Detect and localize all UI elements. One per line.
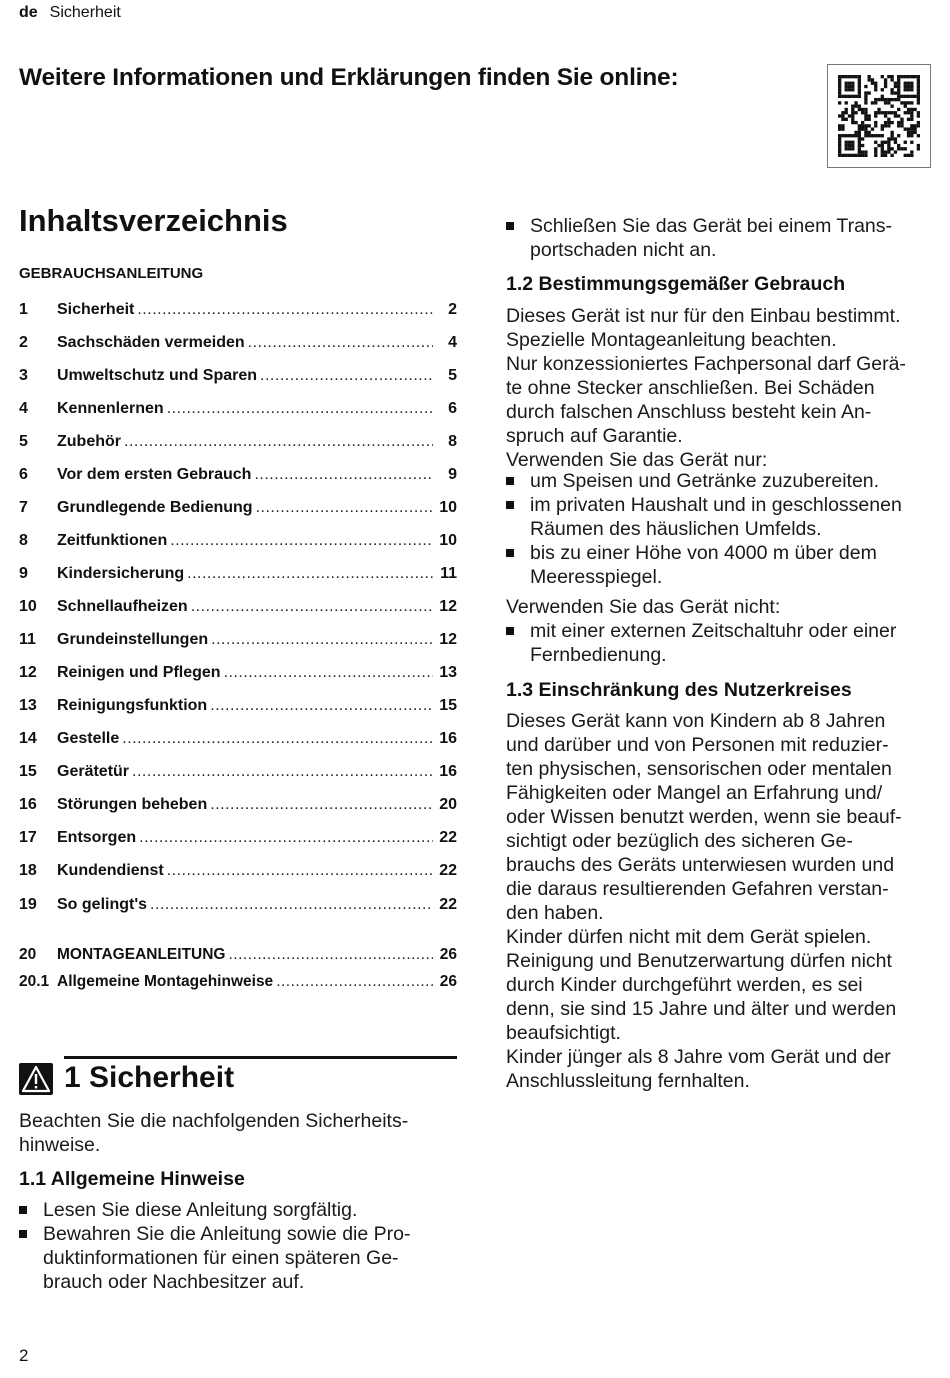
toc-entry[interactable] [19, 829, 457, 851]
toc-entry-label: Zeitfunktionen [57, 532, 168, 549]
bullet-text: Lesen Sie diese Anleitung sorgfältig. [43, 1199, 358, 1221]
toc-entry[interactable] [19, 433, 457, 455]
toc-entry-number: 12 [19, 664, 37, 681]
toc-entry[interactable] [19, 697, 457, 719]
toc-leader-dots [150, 896, 433, 914]
bullet-square-icon [19, 1230, 27, 1238]
toc-entry-page: 22 [439, 862, 457, 879]
qr-code[interactable] [827, 64, 931, 168]
qr-code-icon [838, 75, 920, 157]
toc-entry[interactable] [19, 367, 457, 389]
toc-leader-dots [167, 862, 433, 880]
toc-leader-dots [276, 973, 433, 991]
toc-leader-dots [137, 301, 433, 319]
toc-entry-page: 15 [439, 697, 457, 714]
bullet-text: bis zu einer Höhe von 4000 m über dem Meeresspiegel. [530, 542, 877, 588]
toc-leader-dots [228, 946, 433, 964]
toc-entry-label: Reinigungsfunktion [57, 697, 208, 714]
toc-entry-page: 16 [439, 730, 457, 747]
bullet-square-icon [506, 222, 514, 230]
toc-entry-page: 10 [439, 499, 457, 516]
bullet-item [506, 541, 946, 589]
toc-entry-page: 26 [439, 973, 457, 990]
toc-entry[interactable] [19, 301, 457, 323]
bullet-square-icon [506, 501, 514, 509]
toc-entry[interactable] [19, 400, 457, 422]
toc-entry-label: Schnellaufheizen [57, 598, 188, 615]
toc-entry-label: Gestelle [57, 730, 120, 747]
bullet-item [506, 214, 946, 262]
toc-entry[interactable] [19, 532, 457, 554]
online-info-title: Weitere Informationen und Erklärungen finden Sie online: [19, 64, 679, 91]
toc-entry-page: 6 [448, 400, 457, 417]
toc-entry-number: 20.1 [19, 973, 50, 990]
toc-entry-page: 2 [448, 301, 457, 318]
toc-entry[interactable] [19, 499, 457, 521]
bullet-text: Schließen Sie das Gerät bei einem Trans- portschaden nicht an. [530, 215, 893, 261]
toc-leader-dots [260, 367, 433, 385]
bullet-text: mit einer externen Zeitschaltuhr oder einer Fernbedienung. [530, 620, 897, 666]
header-section: Sicherheit [49, 4, 121, 21]
bullet-item [506, 493, 946, 541]
not-use-intro: Verwenden Sie das Gerät nicht: [506, 596, 781, 618]
toc-leader-dots [224, 664, 433, 682]
bullet-text: im privaten Haushalt und in geschlossenen Räumen des häuslichen Umfelds. [530, 494, 902, 540]
bullet-item [19, 1222, 459, 1294]
toc-entry[interactable] [19, 763, 457, 785]
toc-entry-label: Vor dem ersten Gebrauch [57, 466, 252, 483]
toc-entry-number: 4 [19, 400, 28, 417]
toc-entry-label: MONTAGEANLEITUNG [57, 946, 226, 963]
bullet-square-icon [506, 477, 514, 485]
user-restriction-text: Dieses Gerät kann von Kindern ab 8 Jahren und darüber und von Personen mit reduzier- ten physischen, sensorischen oder mentalen Fähigkeiten oder Mangel an Erfahrung und/ oder Wissen benutzt werden, wenn sie beauf- sichtigt oder bezüglich des sicheren Ge- brauchs des Geräts unterwiesen wurden und die daraus resultierenden Gefahren verstan- den haben. Kinder dürfen nicht mit dem Gerät spielen. Reinigung und Benutzerwartung dürfen nicht durch Kinder durchgeführt werden, es sei denn, sie sind 15 Jahre und älter und werden beaufsichtigt. Kinder jünger als 8 Jahre vom Gerät und der Anschlussleitung fernhalten. [506, 710, 902, 1092]
page-number: 2 [19, 1346, 29, 1365]
toc-entry[interactable] [19, 598, 457, 620]
intended-use-text: Dieses Gerät ist nur für den Einbau bestimmt. Spezielle Montageanleitung beachten. Nur konzessioniertes Fachpersonal darf Gerä- te ohne Stecker anschließen. Bei Schäden durch falschen Anschluss besteht kein An- spruch auf Garantie. Verwenden Sie das Gerät nur: [506, 305, 906, 471]
toc-entry-number: 17 [19, 829, 37, 846]
bullet-square-icon [506, 549, 514, 557]
toc-entry[interactable] [19, 334, 457, 356]
toc-entry-label: Zubehör [57, 433, 121, 450]
toc-entry-number: 14 [19, 730, 37, 747]
heading-bestimmungsgemaesser-gebrauch: 1.2 Bestimmungsgemäßer Gebrauch [506, 273, 846, 295]
toc-entry[interactable] [19, 565, 457, 587]
toc-entry-number: 6 [19, 466, 28, 483]
toc-entry-page: 10 [439, 532, 457, 549]
toc-entry-page: 13 [439, 664, 457, 681]
section-title: 1 Sicherheit [64, 1061, 235, 1094]
toc-entry-page: 26 [439, 946, 457, 963]
bullet-item [19, 1198, 459, 1222]
toc-entry-label: Allgemeine Montagehinweise [57, 973, 274, 990]
toc-entry-number: 7 [19, 499, 28, 516]
toc-entry[interactable] [19, 466, 457, 488]
toc-leader-dots [132, 763, 433, 781]
toc-entry[interactable] [19, 973, 457, 995]
bullet-item [506, 469, 946, 493]
toc-entry-number: 3 [19, 367, 28, 384]
toc-entry-page: 12 [439, 631, 457, 648]
toc-section-label: GEBRAUCHSANLEITUNG [19, 265, 204, 282]
toc-entry-number: 15 [19, 763, 37, 780]
bullet-square-icon [19, 1206, 27, 1214]
toc-entry-number: 10 [19, 598, 37, 615]
toc-title: Inhaltsverzeichnis [19, 203, 288, 238]
toc-entry-number: 19 [19, 896, 37, 913]
toc-entry[interactable] [19, 946, 457, 968]
warning-triangle-icon [19, 1063, 53, 1095]
toc-entry-page: 22 [439, 829, 457, 846]
toc-entry[interactable] [19, 730, 457, 752]
toc-leader-dots [122, 730, 433, 748]
toc-entry-label: Grundlegende Bedienung [57, 499, 253, 516]
heading-einschraenkung-nutzerkreis: 1.3 Einschränkung des Nutzerkreises [506, 679, 852, 701]
toc-leader-dots [256, 499, 433, 517]
toc-entry-number: 13 [19, 697, 37, 714]
toc-entry-page: 9 [448, 466, 457, 483]
toc-entry-label: Kindersicherung [57, 565, 185, 582]
toc-leader-dots [210, 796, 433, 814]
toc-leader-dots [170, 532, 433, 550]
toc-entry-page: 22 [439, 896, 457, 913]
toc-entry-label: So gelingt's [57, 896, 148, 913]
toc-entry-label: Gerätetür [57, 763, 130, 780]
toc-leader-dots [254, 466, 433, 484]
heading-allgemeine-hinweise: 1.1 Allgemeine Hinweise [19, 1168, 245, 1190]
toc-entry-label: Grundeinstellungen [57, 631, 209, 648]
toc-entry-label: Sicherheit [57, 301, 135, 318]
toc-entry-page: 5 [448, 367, 457, 384]
toc-entry-number: 9 [19, 565, 28, 582]
toc-entry-page: 12 [439, 598, 457, 615]
toc-entry-page: 4 [448, 334, 457, 351]
bullet-text: um Speisen und Getränke zuzubereiten. [530, 470, 880, 492]
toc-leader-dots [248, 334, 433, 352]
bullet-text: Bewahren Sie die Anleitung sowie die Pro- duktinformationen für einen späteren Ge- brauch oder Nachbesitzer auf. [43, 1223, 411, 1293]
toc-leader-dots [191, 598, 433, 616]
toc-entry-number: 16 [19, 796, 37, 813]
section-rule [64, 1056, 457, 1059]
page-header [19, 4, 121, 22]
toc-entry-page: 20 [439, 796, 457, 813]
toc-entry-page: 8 [448, 433, 457, 450]
toc-entry-label: Entsorgen [57, 829, 137, 846]
toc-entry-label: Reinigen und Pflegen [57, 664, 221, 681]
toc-entry[interactable] [19, 896, 457, 918]
toc-entry-page: 16 [439, 763, 457, 780]
toc-entry-number: 8 [19, 532, 28, 549]
toc-entry-number: 18 [19, 862, 37, 879]
toc-leader-dots [167, 400, 433, 418]
toc-leader-dots [139, 829, 433, 847]
toc-entry[interactable] [19, 796, 457, 818]
toc-entry-number: 5 [19, 433, 28, 450]
toc-entry[interactable] [19, 862, 457, 884]
toc-entry[interactable] [19, 631, 457, 653]
toc-entry-label: Störungen beheben [57, 796, 208, 813]
language-code: de [19, 4, 38, 21]
toc-entry-number: 20 [19, 946, 37, 963]
toc-leader-dots [187, 565, 433, 583]
toc-entry-label: Sachschäden vermeiden [57, 334, 245, 351]
toc-entry-label: Kundendienst [57, 862, 164, 879]
toc-entry-page: 11 [440, 565, 457, 582]
toc-entry-number: 1 [19, 301, 28, 318]
safety-intro: Beachten Sie die nachfolgenden Sicherheits- hinweise. [19, 1110, 409, 1156]
toc-entry[interactable] [19, 664, 457, 686]
toc-leader-dots [124, 433, 433, 451]
bullet-item [506, 619, 946, 667]
toc-leader-dots [211, 631, 433, 649]
toc-entry-label: Umweltschutz und Sparen [57, 367, 258, 384]
toc-entry-label: Kennenlernen [57, 400, 164, 417]
toc-entry-number: 2 [19, 334, 28, 351]
toc-entry-number: 11 [19, 631, 36, 648]
toc-leader-dots [210, 697, 433, 715]
bullet-square-icon [506, 627, 514, 635]
